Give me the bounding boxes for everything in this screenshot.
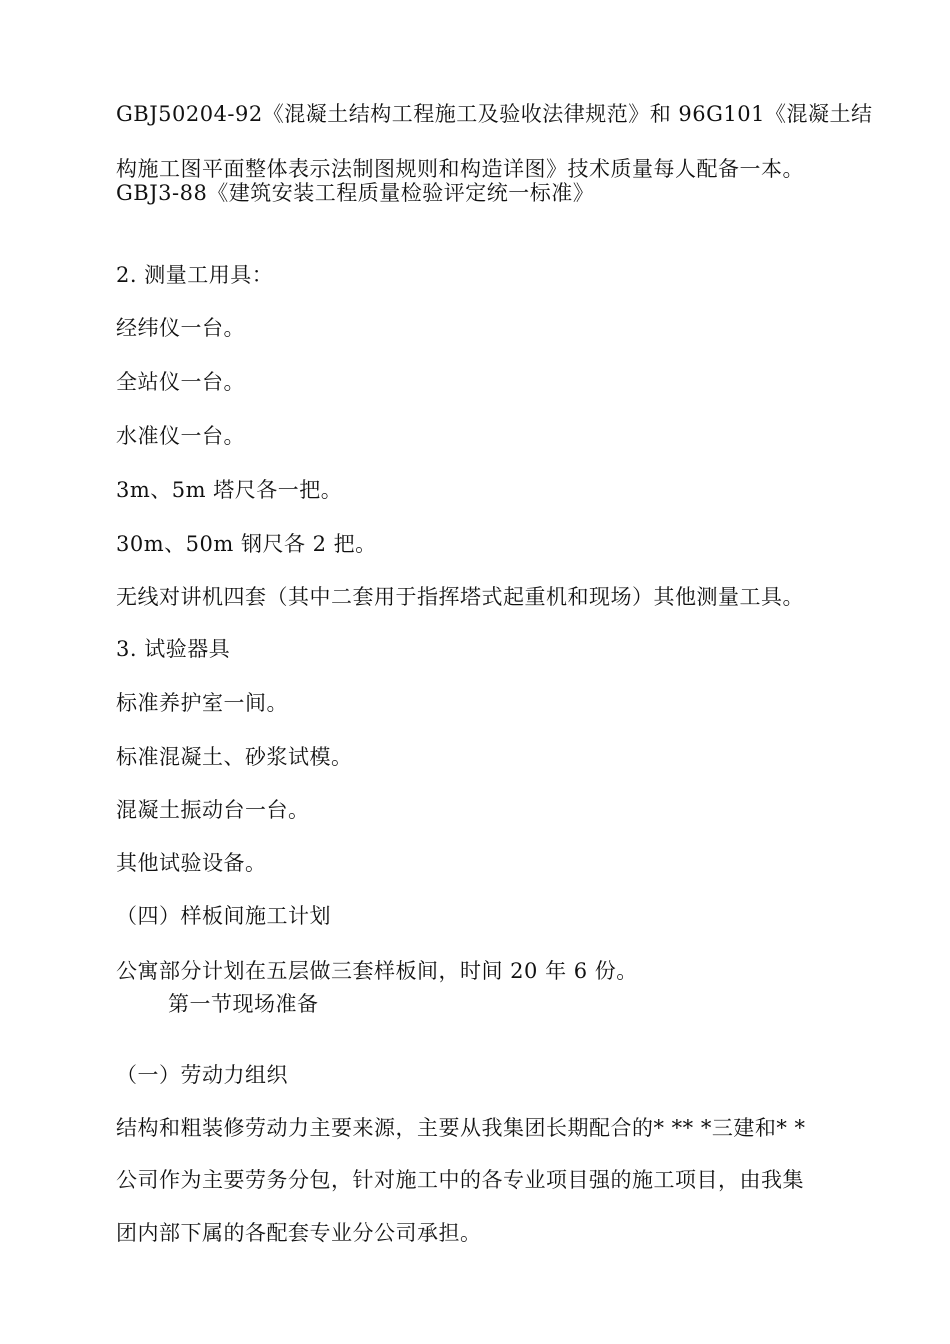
list-item: 3m、5m 塔尺各一把。 <box>116 478 343 502</box>
paragraph-line: 公司作为主要劳务分包，针对施工中的各专业项目强的施工项目，由我集 <box>116 1168 804 1192</box>
list-item: 无线对讲机四套（其中二套用于指挥塔式起重机和现场）其他测量工具。 <box>116 585 804 609</box>
paragraph-line: GBJ3-88《建筑安装工程质量检验评定统一标准》 <box>116 181 595 205</box>
paragraph-line: 团内部下属的各配套专业分公司承担。 <box>116 1221 482 1245</box>
list-item: 混凝土振动台一台。 <box>116 798 310 822</box>
section-heading: （四）样板间施工计划 <box>116 904 331 928</box>
paragraph-line: 结构和粗装修劳动力主要来源，主要从我集团长期配合的* ** *三建和* * <box>116 1116 806 1140</box>
section-title: 第一节现场准备 <box>168 992 319 1016</box>
list-item: 经纬仪一台。 <box>116 316 245 340</box>
list-item: 其他试验设备。 <box>116 851 267 875</box>
section-heading: （一）劳动力组织 <box>116 1063 288 1087</box>
section-heading: 2. 测量工用具： <box>116 263 274 287</box>
paragraph-line: GBJ50204-92《混凝土结构工程施工及验收法律规范》和 96G101《混凝土结 <box>116 102 873 126</box>
paragraph-line: 公寓部分计划在五层做三套样板间，时间 20 年 6 份。 <box>116 959 638 983</box>
list-item: 标准混凝土、砂浆试模。 <box>116 745 353 769</box>
section-heading: 3. 试验器具 <box>116 637 231 661</box>
paragraph-line: 构施工图平面整体表示法制图规则和构造详图》技术质量每人配备一本。 <box>116 157 804 181</box>
list-item: 标准养护室一间。 <box>116 691 288 715</box>
list-item: 全站仪一台。 <box>116 370 245 394</box>
list-item: 水准仪一台。 <box>116 424 245 448</box>
list-item: 30m、50m 钢尺各 2 把。 <box>116 532 377 556</box>
